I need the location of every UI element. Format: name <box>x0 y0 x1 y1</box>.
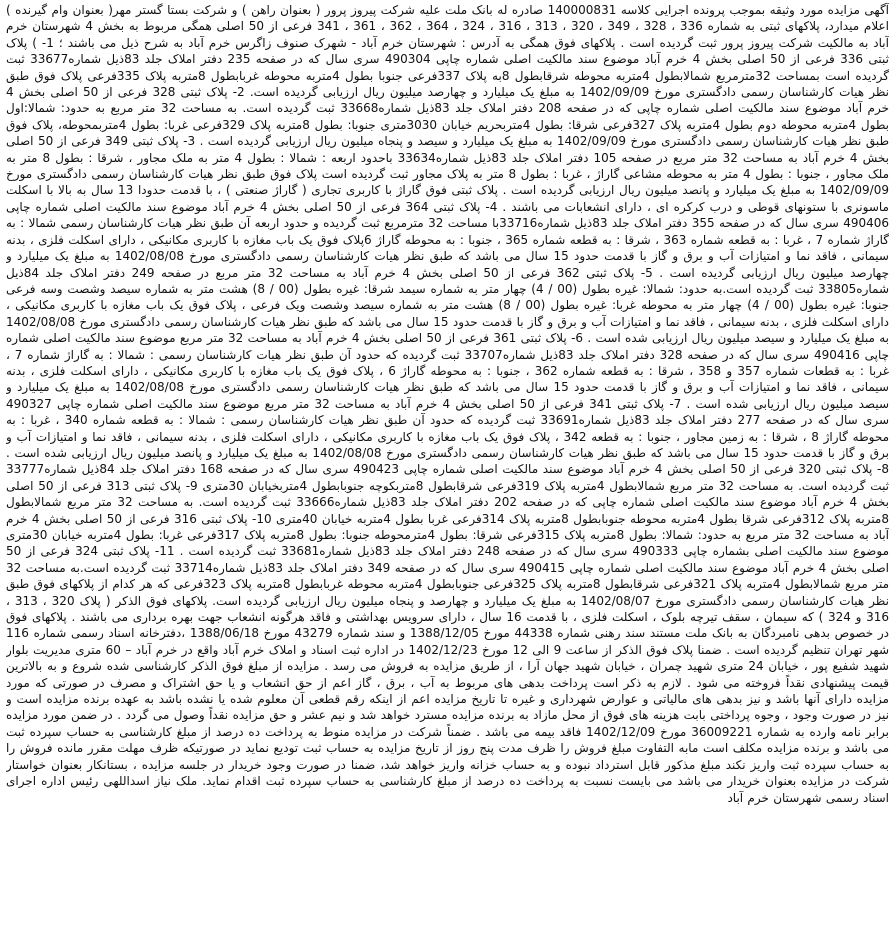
auction-notice-text: آگهی مزایده مورد وثیقه بموجب پرونده اجرایی کلاسه 140000831 صادره له بانک ملت علیه شرکت پیروز پرور ( بعنوان راهن ) و شرکت بستا گستر مهر( بعنوان وام گیرنده ) اعلام میدارد، پلاکهای ثبتی به شماره 336 ، 328 ، 349 ، 320 ، 313 ، 316 ، 324 ، 364 ، 362 ، 361 ، 341 فرعی از 50 اصلی همگی مربوط به بخش 4 شهرستان خرم آباد به مالکیت شرکت پیروز پرور ثبت گردیده است . پلاکهای فوق همگی به آدرس : شهرستان خرم آباد - شهرک صنوف زاگرس خرم آباد به شرح ذیل می باشند ؛ 1- ) پلاک ثبتی 336 فرعی از 50 اصلی بخش 4 خرم آباد موضوع سند مالکیت اصلی شماره چاپی 490304 سری سال که در صفحه 235 دفتر املاک جلد 83ذیل شماره33677 ثبت گردیده است بمساحت 32مترمربع شمالابطول 4متربه محوطه شرقابطول 8به پلاک 337فرعی جنوبا بطول 4متربه محوطه غربابطول 8متربه پلاک 335فرعی پلاک فوق طبق نظر هیات کارشناسان رسمی دادگستری مورخ 1402/09/09 به مبلغ یک میلیارد و چهارصد میلیون ریال ارزیابی گردیده است. 2- پلاک ثبتی 328 فرعی از 50 اصلی بخش 4 خرم آباد موضوع سند مالکیت اصلی شماره چاپی که در صفحه 208 دفتر املاک جلد 83ذیل شماره33668 ثبت گردیده است. به مساحت 32 متر مربع به حدود: شمالا:اول بطول 4متربه محوطه دوم بطول 4متربه پلاک 327فرعی شرقا: بطول 4متربحریم خیابان 3030متری جنوبا: بطول 8متربه پلاک 329فرعی غربا: بطول 4متربمحوطه، پلاک فوق طبق نظر هیات کارشناسان رسمی دادگستری مورخ 1402/09/09 به مبلغ یک میلیارد و سیصد و پنجاه میلیون ریال ارزیابی گردیده است . 3- پلاک ثبتی 349 فرعی از 50 اصلی بخش 4 خرم آباد به مساحت 32 متر مربع در صفحه 105 دفتر املاک جلد 83ذیل شماره33634 باحدود اربعه : شمالا : بطول 4 متر به ملک مجاور ، شرقا : بطول 8 متر به ملک مجاور ، جنوبا : بطول 4 متر به محوطه مشاعی گاراژ ، غربا : بطول 8 متر به پلاک مجاور ثبت گردیده است پلاک فوق طبق نظر هیات کارشناسان رسمی دادگستری مورخ 1402/09/09 به مبلغ یک میلیارد و پانصد میلیون ریال ارزیابی گردیده است . پلاک ثبتی فوق گاراژ با کاربری تجاری ( گاراژ صنعتی ) ، با قدمت حدودا 13 سال به بالا با اسکلت ماسونری با ستونهای قوطی و درب کرکره ای ، دارای انشعابات می باشند . 4- پلاک ثبتی 364 فرعی از 50 اصلی بخش 4 خرم آباد موضوع سند مالکیت اصلی شماره چاپی 490406 سری سال که در صفحه 355 دفتر املاک جلد 83ذیل شماره33716با مساحت 32 مترمربع ثبت گردیده و حدود اربعه آن طبق نظر هیات کارشناسان رسمی شمالا : به گاراژ شماره 7 ، غربا : به قطعه شماره 363 ، شرقا : به قطعه شماره 365 ، جنوبا : به محوطه گاراژ 6پلاک فوق یک باب مغازه با کاربری مکانیکی ، دارای اسکلت فلزی ، بدنه سیمانی ، فاقد نما و امتیازات آب و برق و گاز با قدمت حدود 15 سال می باشد که طبق نظر هیات کارشناسان رسمی دادگستری مورخ 1402/08/08 به مبلغ یک میلیارد و چهارصد میلیون ریال ارزیابی گردیده است . 5- پلاک ثبتی 362 فرعی از 50 اصلی بخش 4 خرم آباد به مساحت 32 متر مربع در صفحه 249 دفتر املاک جلد 84ذیل شماره33805 ثبت گردیده است.به حدود: شمالا: غیره بطول (00 / 4) چهار متر به شماره سیمد شرقا: غیره بطول (00 / 8) هشت متر به شماره سیصد وشصت وسه فرعی جنوبا: غیره بطول (00 / 4) چهار متر به محوطه غربا: غیره بطول (00 / 8) هشت متر به شماره سیصد وشصت ویک فرعی ، پلاک فوق یک باب مغازه با کاربری مکانیکی ، دارای اسکلت فلزی ، بدنه سیمانی ، فاقد نما و امتیازات آب و برق و گاز با قدمت حدود 15 سال می باشد که طبق نظر هیات کارشناسان رسمی دادگستری مورخ 1402/08/08 به مبلغ یک میلیارد و سیصد میلیون ریال ارزیابی شده است . 6- پلاک ثبتی 361 فرعی از 50 اصلی بخش 4 خرم آباد به مساحت 32 متر مربع موضوع سند مالکیت اصلی شماره چاپی 490416 سری سال که در صفحه 328 دفتر املاک جلد 83ذیل شماره33707 ثبت گردیده که حدود آن طبق نظر هیات کارشناسان رسمی : شمالا : به گاراژ شماره 7 ، غربا : به قطعات شماره 357 و 358 ، شرقا : به قطعه شماره 362 ، جنوبا : به محوطه گاراژ 6 ، پلاک فوق یک باب مغازه با کاربری مکانیکی ، دارای اسکلت فلزی ، بدنه سیمانی ، فاقد نما و امتیازات آب و برق و گاز با قدمت حدود 15 سال می باشد که طبق نظر هیات کارشناسان رسمی دادگستری مورخ 1402/08/08 به مبلغ یک میلیارد و سیصد میلیون ریال ارزیابی شده است . 7- پلاک ثبتی 341 فرعی از 50 اصلی بخش 4 خرم آباد به مساحت 32 متر مربع موضوع سند مالکیت اصلی شماره چاپی 490327 سری سال که در صفحه 277 دفتر املاک جلد 83ذیل شماره33691 ثبت گردیده که حدود آن طبق نظر هیات کارشناسان رسمی : شمالا : به قطعه شماره 340 ، غربا : به محوطه گاراژ 8 ، شرقا : به زمین مجاور ، جنوبا : به قطعه 342 ، پلاک فوق یک باب مغازه با کاربری مکانیکی ، دارای اسکلت فلزی ، بدنه سیمانی ، فاقد نما و امتیازات آب و برق و گاز با قدمت حدود 15 سال می باشد که طبق نظر هیات کارشناسان رسمی دادگستری مورخ 1402/08/08 به مبلغ یک میلیارد و پانصد میلیون ریال ارزیابی شده است . 8- پلاک ثبتی 320 فرعی از 50 اصلی بخش 4 خرم آباد موضوع سند مالکیت اصلی شماره چاپی 490423 سری سال که در صفحه 168 دفتر املاک جلد 84ذیل شماره33777 ثبت گردیده است. به مساحت 32 متر مربع شمالابطول 4متربه پلاک 319فرعی شرقابطول 8متربکوچه جنوبابطول 4متربخیابان 30متری 9- پلاک ثبتی 313 فرعی از 50 اصلی بخش 4 خرم آباد موضوع سند مالکیت اصلی شماره چاپی که در صفحه 202 دفتر املاک جلد 83ذیل شماره33666 ثبت گردیده است. به مساحت 32 متر مربع شمالابطول 8متربه پلاک 312فرعی شرقا بطول 4متربه محوطه جنوبابطول 8متربه پلاک 314فرعی غربا بطول 4متربه خیابان 40متری 10- پلاک ثبتی 316 فرعی از 50 اصلی بخش 4 خرم آباد به مساحت 32 متر مربع به حدود: شمالا: بطول 8متربه پلاک 315فرعی شرقا: بطول 4مترمحوطه جنوبا: بطول 8متربه پلاک 317فرعی غربا: بطول 4متربه خیابان 30متری موضوع سند مالکیت اصلی بشماره چاپی 490333 سری سال که در صفحه 248 دفتر املاک جلد 83ذیل شماره33681 ثبت گردیده است . 11- پلاک ثبتی 324 فرعی از 50 اصلی بخش 4 خرم آباد موضوع سند مالکیت اصلی شماره چاپی 490415 سری سال که در صفحه 349 دفتر املاک جلد 83ذیل شماره33714 ثبت گردیده است.به مساحت 32 متر مربع شمالابطول 4متربه پلاک 321فرعی شرقابطول 8متربه پلاک 325فرعی جنوبابطول 4متربه محوطه غربابطول 8متربه پلاک 323فرعی که هر کدام از پلاکهای فوق طبق نظر هیات کارشناسان رسمی دادگستری مورخ 1402/08/07 به مبلغ یک میلیارد و چهارصد و پنجاه میلیون ریال ارزیابی گردیده است. پلاکهای فوق الذکر ( پلاک 320 ، 313 ، 316 و 324 ) که سیمان ، سقف تیرچه بلوک ، اسکلت فلزی ، با قدمت 16 سال ، دارای سرویس بهداشتی و فاقد هرگونه انشعاب جهت بهره برداری می باشند . پلاکهای فوق در خصوص بدهی نامبردگان به بانک ملت مستند سند رهنی شماره 44338 مورخ 1388/12/05 و سند شماره 43279 مورخ 1388/06/18 ،دفترخانه اسناد رسمی شماره 116 شهر تهران تنظیم گردیده است . ضمنا پلاک فوق الذکر از ساعت 9 الی 12 مورخ 1402/12/23 در اداره ثبت اسناد و املاک خرم آباد واقع در خرم آباد – 60 متری مدیریت بلوار شهید شفیع پور ، خیابان 24 متری شهید چمران ، خیابان شهید جهان آرا ، از طریق مزایده به فروش می رسد . مزایده از مبلغ فوق الذکر کارشناسی شده شروع و به بالاترین قیمت پیشنهادی نقداً فروخته می شود . لازم به ذکر است پرداخت بدهی های مربوط به آب ، برق ، گاز اعم از حق انشعاب و یا حق اشتراک و مصرف در صورتی که مورد مزایده دارای آنها باشد و نیز بدهی های مالیاتی و عوارض شهرداری و غیره تا تاریخ مزایده اعم از اینکه رقم قطعی آن معلوم شده یا نشده باشد به عهده برنده مزایده است و نیز در صورت وجود ، وجوه پرداختی بابت هزینه های فوق از محل مازاد به برنده مزایده مسترد خواهد شد و نیم عشر و حق مزایده نقداً وصول می گردد . در ضمن مورد مزایده برابر نامه وارده به شماره 36009221 مورخ 1402/12/09 فاقد بیمه می باشد . ضمناً شرکت در مزایده منوط به پرداخت ده درصد از مبلغ کارشناسی به حساب سپرده ثبت می باشد و برنده مزایده مکلف است مابه التفاوت مبلغ فروش را ظرف مدت پنج روز از تاریخ مزایده به حساب ثبت تودیع نماید در صورتیکه ظرف مهلت مقرر مانده فروش را به حساب سپرده ثبت واریز نکند مبلغ مذکور قابل استرداد نبوده و به حساب خزانه واریز خواهد شد، ضمنا در صورت وجود خریدار در جلسه مزایده ، بستانکار بعنوان خواستار شرکت در مزایده بعنوان خریدار می باشد می بایست نسبت به پرداخت ده درصد از مبلغ کارشناسی به حساب سپرده ثبت اقدام نماید. ملک نیاز اسداللهی رئیس اداره اجرای اسناد رسمی شهرستان خرم آباد <box>6 3 889 805</box>
